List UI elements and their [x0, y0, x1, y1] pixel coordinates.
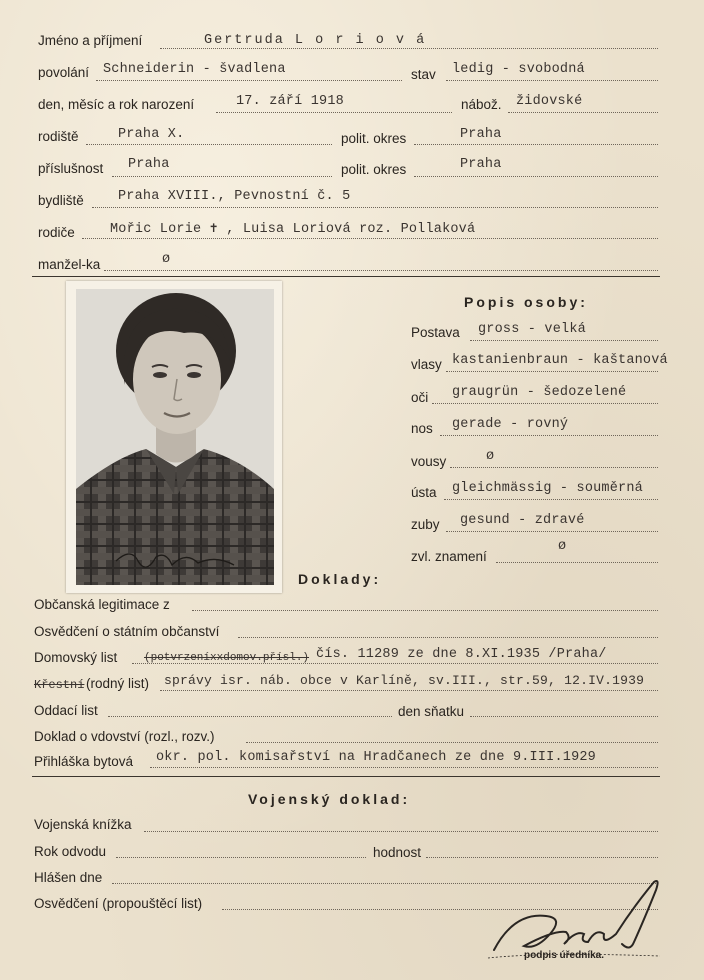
description-line	[446, 371, 658, 372]
home-list-struck-text: (potvrzeníxxdomov.přísl.)	[144, 652, 310, 664]
description-line	[450, 467, 658, 468]
description-value-beard: ø	[486, 449, 495, 464]
birthplace-value: Praha X.	[118, 127, 185, 142]
registration-line	[150, 767, 658, 768]
name-line	[160, 48, 658, 49]
description-value-hair: kastanienbraun - kaštanová	[452, 353, 668, 368]
reported-date-label: Hlášen dne	[34, 870, 103, 885]
official-signature-label: podpis úředníka.	[524, 950, 605, 961]
description-label-build: Postava	[411, 325, 460, 340]
birth-cert-value: správy isr. náb. obce v Karlíně, sv.III., str.59, 12.IV.1939	[164, 673, 645, 688]
civic-id-line	[192, 610, 658, 611]
birthplace-line	[86, 144, 332, 145]
marriage-cert-line	[108, 716, 392, 717]
portrait-photo-icon	[76, 289, 274, 585]
widowhood-line	[246, 742, 658, 743]
district-label-1: polit. okres	[341, 131, 407, 146]
birth-cert-line	[160, 690, 658, 691]
description-value-build: gross - velká	[478, 322, 586, 337]
district-value-2: Praha	[460, 157, 502, 172]
description-value-marks: ø	[558, 539, 567, 554]
description-label-mouth: ústa	[411, 485, 437, 500]
residence-value: Praha XVIII., Pevnostní č. 5	[118, 189, 351, 204]
occupation-label: povolání	[38, 65, 90, 80]
description-value-nose: gerade - rovný	[452, 417, 569, 432]
description-heading: Popis osoby:	[464, 294, 588, 310]
wedding-date-label: den sňatku	[398, 704, 465, 719]
registration-value: okr. pol. komisařství na Hradčanech ze dne 9.III.1929	[156, 750, 596, 765]
spouse-value: ø	[162, 252, 171, 267]
description-value-mouth: gleichmässig - souměrná	[452, 481, 643, 496]
residence-line	[92, 207, 658, 208]
citizenship-cert-label: Osvědčení o státním občanství	[34, 624, 220, 639]
birth-cert-label: (rodný list)	[86, 676, 150, 691]
marital-status-line	[446, 80, 658, 81]
description-value-eyes: graugrün - šedozelené	[452, 385, 627, 400]
occupation-line	[96, 80, 402, 81]
birthdate-line	[216, 112, 452, 113]
religion-line	[508, 112, 658, 113]
name-value: Gertruda L o r i o v á	[204, 33, 427, 48]
religion-value: židovské	[516, 94, 583, 109]
photo-frame	[66, 281, 282, 593]
home-list-line	[132, 663, 658, 664]
wedding-date-line	[470, 716, 658, 717]
parents-line	[82, 238, 658, 239]
religion-label: nábož.	[461, 97, 502, 112]
birthdate-value: 17. září 1918	[236, 94, 344, 109]
civic-id-label: Občanská legitimace z	[34, 597, 170, 612]
district-value-1: Praha	[460, 127, 502, 142]
baptism-struck-text: Křestní	[34, 678, 85, 692]
home-list-value: čís. 11289 ze dne 8.XI.1935 /Praha/	[316, 647, 607, 662]
rank-line	[426, 857, 658, 858]
description-label-marks: zvl. znamení	[411, 549, 487, 564]
draft-year-label: Rok odvodu	[34, 844, 107, 859]
description-line	[496, 562, 658, 563]
description-label-hair: vlasy	[411, 357, 442, 372]
military-book-label: Vojenská knížka	[34, 817, 132, 832]
description-line	[440, 435, 658, 436]
citizenship-cert-line	[238, 637, 658, 638]
parents-value: Mořic Lorie ✝ , Luisa Loriová roz. Pollaková	[110, 222, 476, 237]
district-label-2: polit. okres	[341, 162, 407, 177]
birthdate-label: den, měsíc a rok narození	[38, 97, 195, 112]
description-line	[444, 499, 658, 500]
widowhood-label: Doklad o vdovství (rozl., rozv.)	[34, 729, 215, 744]
district-line-2	[414, 176, 658, 177]
description-line	[470, 340, 658, 341]
description-line	[446, 531, 658, 532]
parents-label: rodiče	[38, 225, 75, 240]
registration-label: Přihláška bytová	[34, 754, 134, 769]
description-label-nose: nos	[411, 421, 433, 436]
description-value-teeth: gesund - zdravé	[460, 513, 585, 528]
home-list-label: Domovský list	[34, 650, 118, 665]
description-label-eyes: oči	[411, 390, 429, 405]
district-line-1	[414, 144, 658, 145]
military-book-line	[144, 831, 658, 832]
residence-label: bydliště	[38, 193, 84, 208]
citizenship-line	[112, 176, 332, 177]
documents-heading: Doklady:	[298, 571, 382, 587]
rank-label: hodnost	[373, 845, 422, 860]
draft-year-line	[116, 857, 366, 858]
military-heading: Vojenský doklad:	[248, 791, 411, 807]
citizenship-value: Praha	[128, 157, 170, 172]
section-rule-top	[32, 276, 660, 277]
description-line	[432, 403, 658, 404]
portrait-photo	[76, 289, 274, 585]
birthplace-label: rodiště	[38, 129, 79, 144]
marital-status-label: stav	[411, 67, 436, 82]
marital-status-value: ledig - svobodná	[452, 62, 585, 77]
name-label: Jméno a příjmení	[38, 33, 143, 48]
spouse-label: manžel-ka	[38, 257, 101, 272]
description-label-beard: vousy	[411, 454, 447, 469]
section-rule-bottom	[32, 776, 660, 777]
marriage-cert-label: Oddací list	[34, 703, 98, 718]
discharge-cert-label: Osvědčení (propouštěcí list)	[34, 896, 203, 911]
citizenship-label: příslušnost	[38, 161, 104, 176]
description-label-teeth: zuby	[411, 517, 440, 532]
spouse-line	[104, 270, 658, 271]
occupation-value: Schneiderin - švadlena	[103, 62, 286, 77]
